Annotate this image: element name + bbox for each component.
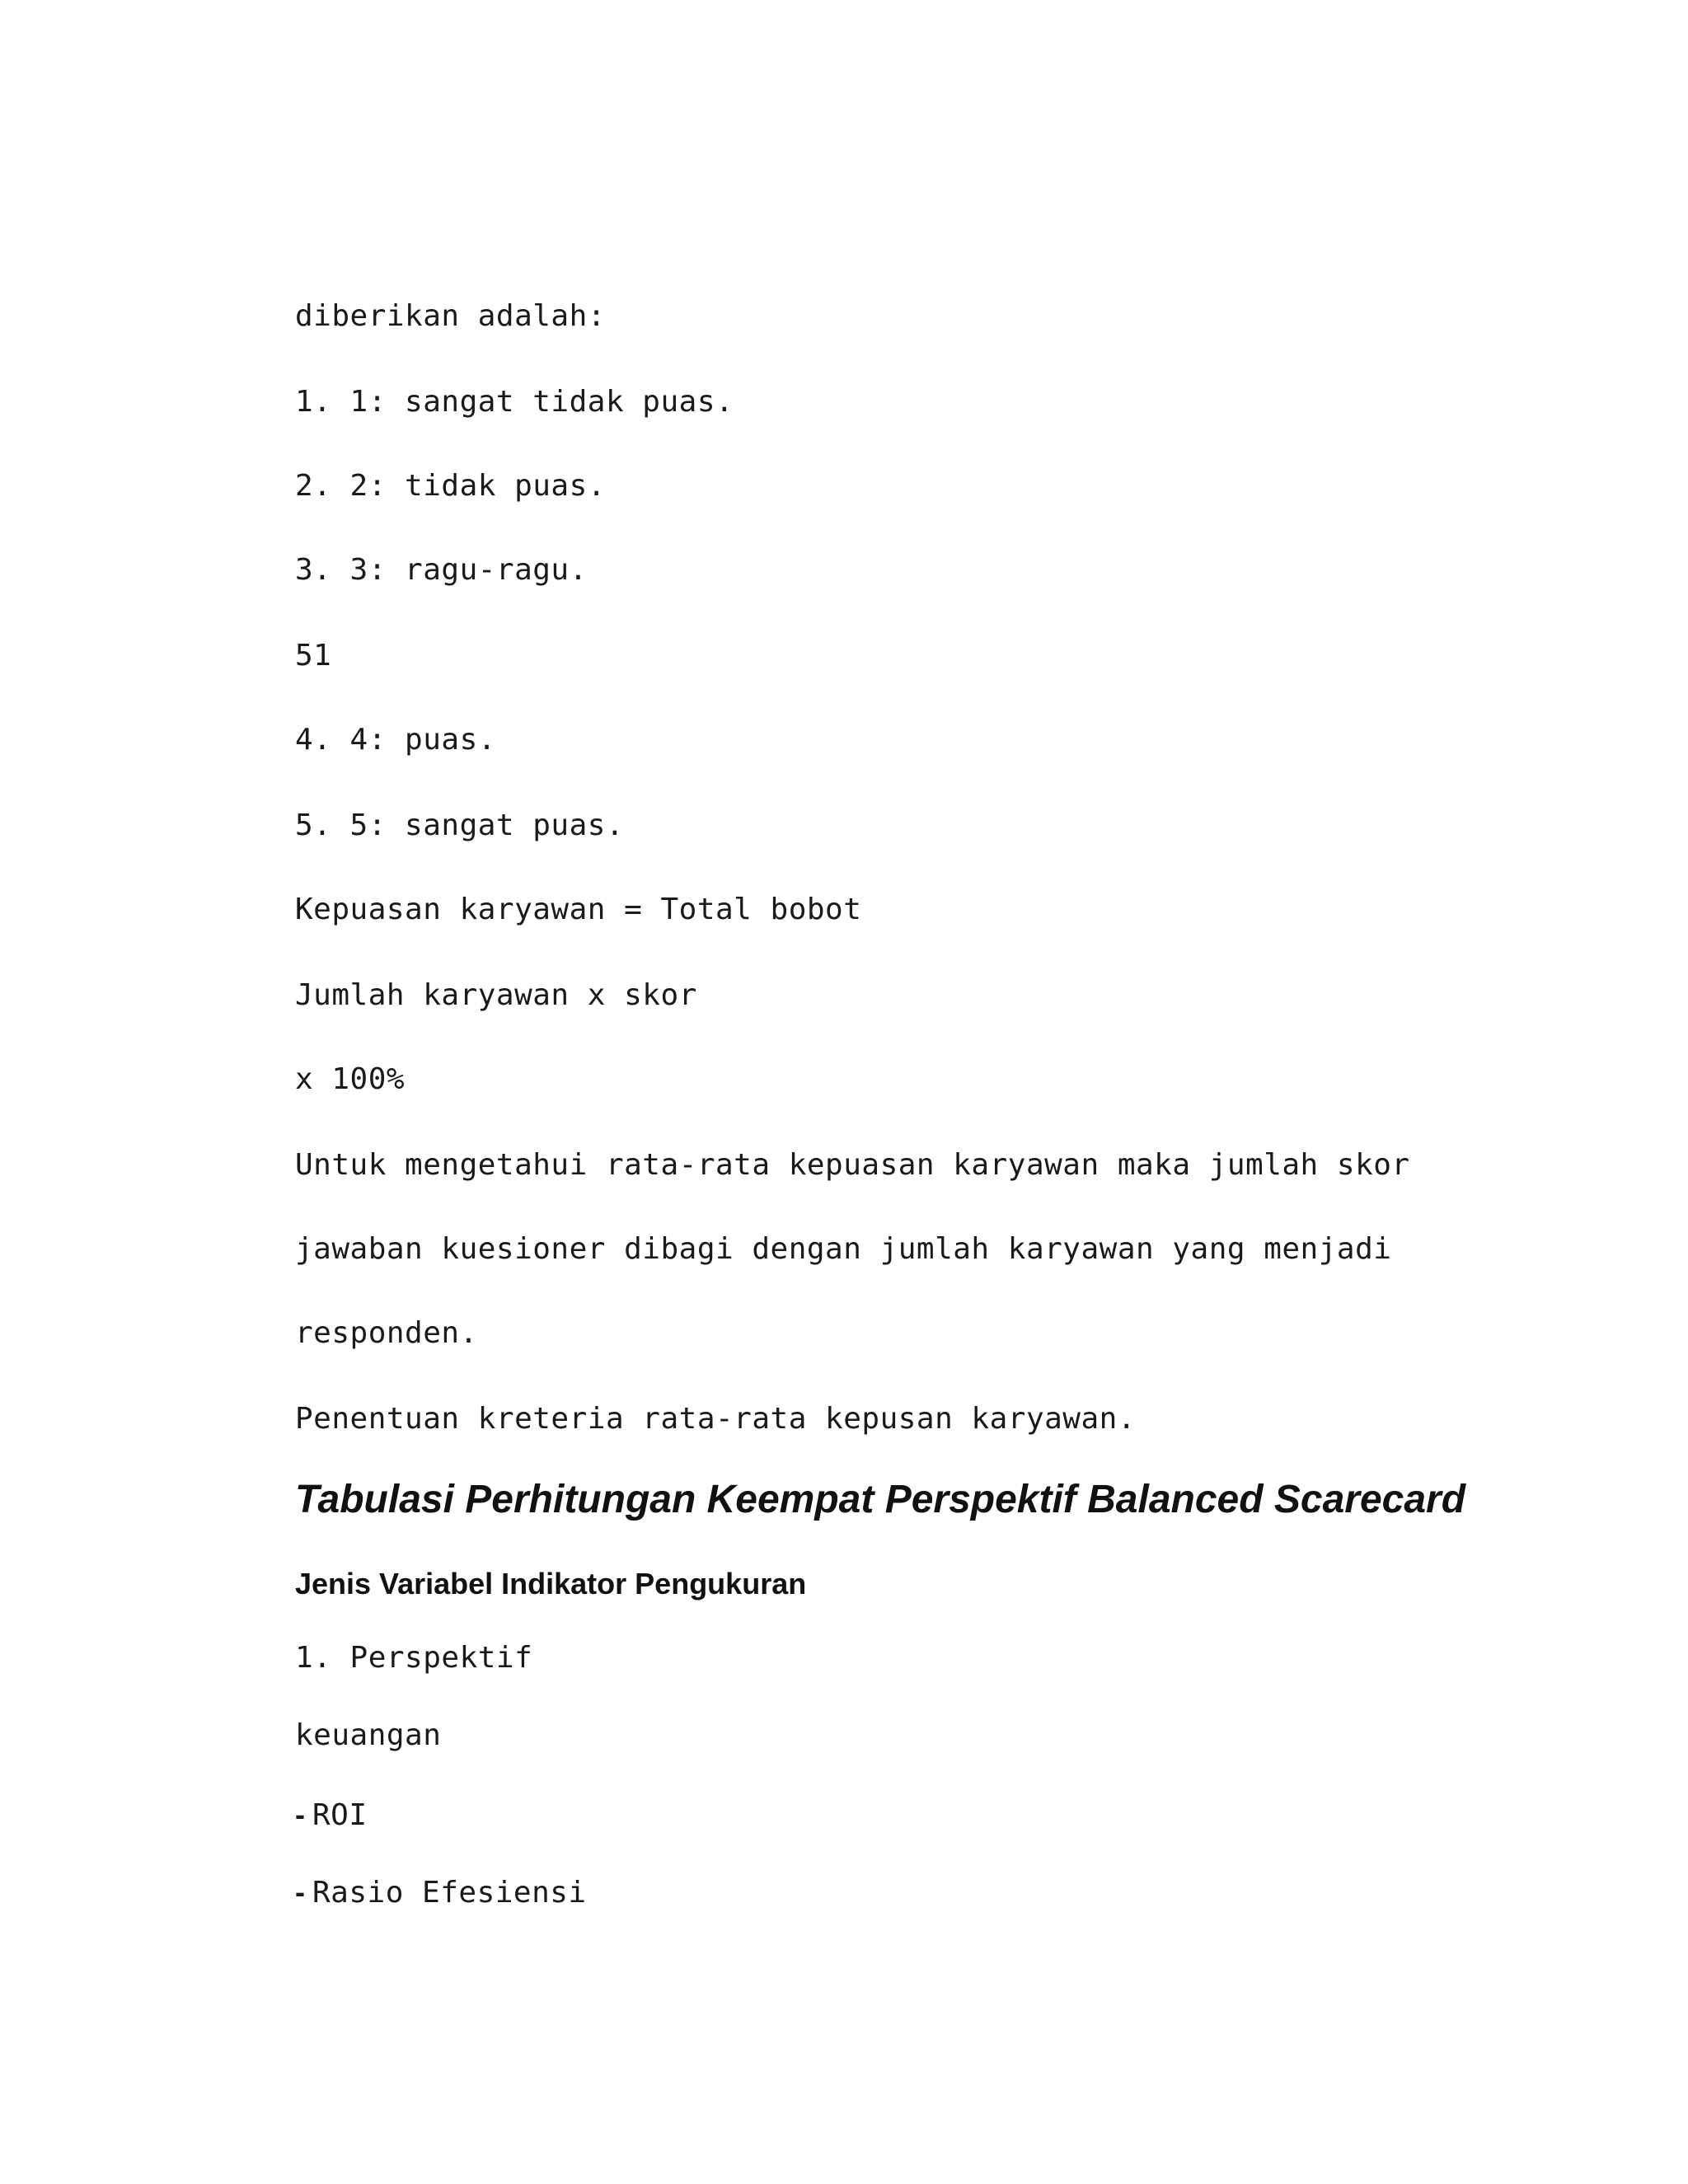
list-item: keuangan	[295, 1718, 442, 1752]
bullet-dash: -	[295, 1875, 305, 1909]
bullet-text: Rasio Efesiensi	[312, 1876, 587, 1910]
text-line: Penentuan kreteria rata-rata kepusan karyawan.	[295, 1402, 1136, 1436]
list-item: 3. 3: ragu-ragu.	[295, 553, 588, 587]
section-subheading: Jenis Variabel Indikator Pengukuran	[295, 1567, 807, 1601]
list-item: 4. 4: puas.	[295, 723, 496, 757]
formula-line: x 100%	[295, 1062, 406, 1096]
bullet-item-roi	[295, 1797, 368, 1834]
bullet-text: ROI	[312, 1798, 368, 1832]
list-item: 1. 1: sangat tidak puas.	[295, 385, 734, 419]
section-heading: Tabulasi Perhitungan Keempat Perspektif Balanced Scarecard	[295, 1478, 1466, 1521]
text-line: Untuk mengetahui rata-rata kepuasan karyawan maka jumlah skor	[295, 1148, 1410, 1182]
text-line: jawaban kuesioner dibagi dengan jumlah karyawan yang menjadi	[295, 1232, 1392, 1266]
bullet-dash: -	[295, 1797, 305, 1831]
formula-line: Jumlah karyawan x skor	[295, 978, 697, 1012]
formula-line: Kepuasan karyawan = Total bobot	[295, 893, 862, 926]
list-item: 2. 2: tidak puas.	[295, 469, 606, 503]
page-number: 51	[295, 639, 332, 673]
text-line: diberikan adalah:	[295, 299, 606, 333]
list-item: 1. Perspektif	[295, 1641, 533, 1675]
list-item: 5. 5: sangat puas.	[295, 808, 625, 842]
bullet-item-rasio	[295, 1874, 587, 1911]
text-line: responden.	[295, 1316, 478, 1350]
